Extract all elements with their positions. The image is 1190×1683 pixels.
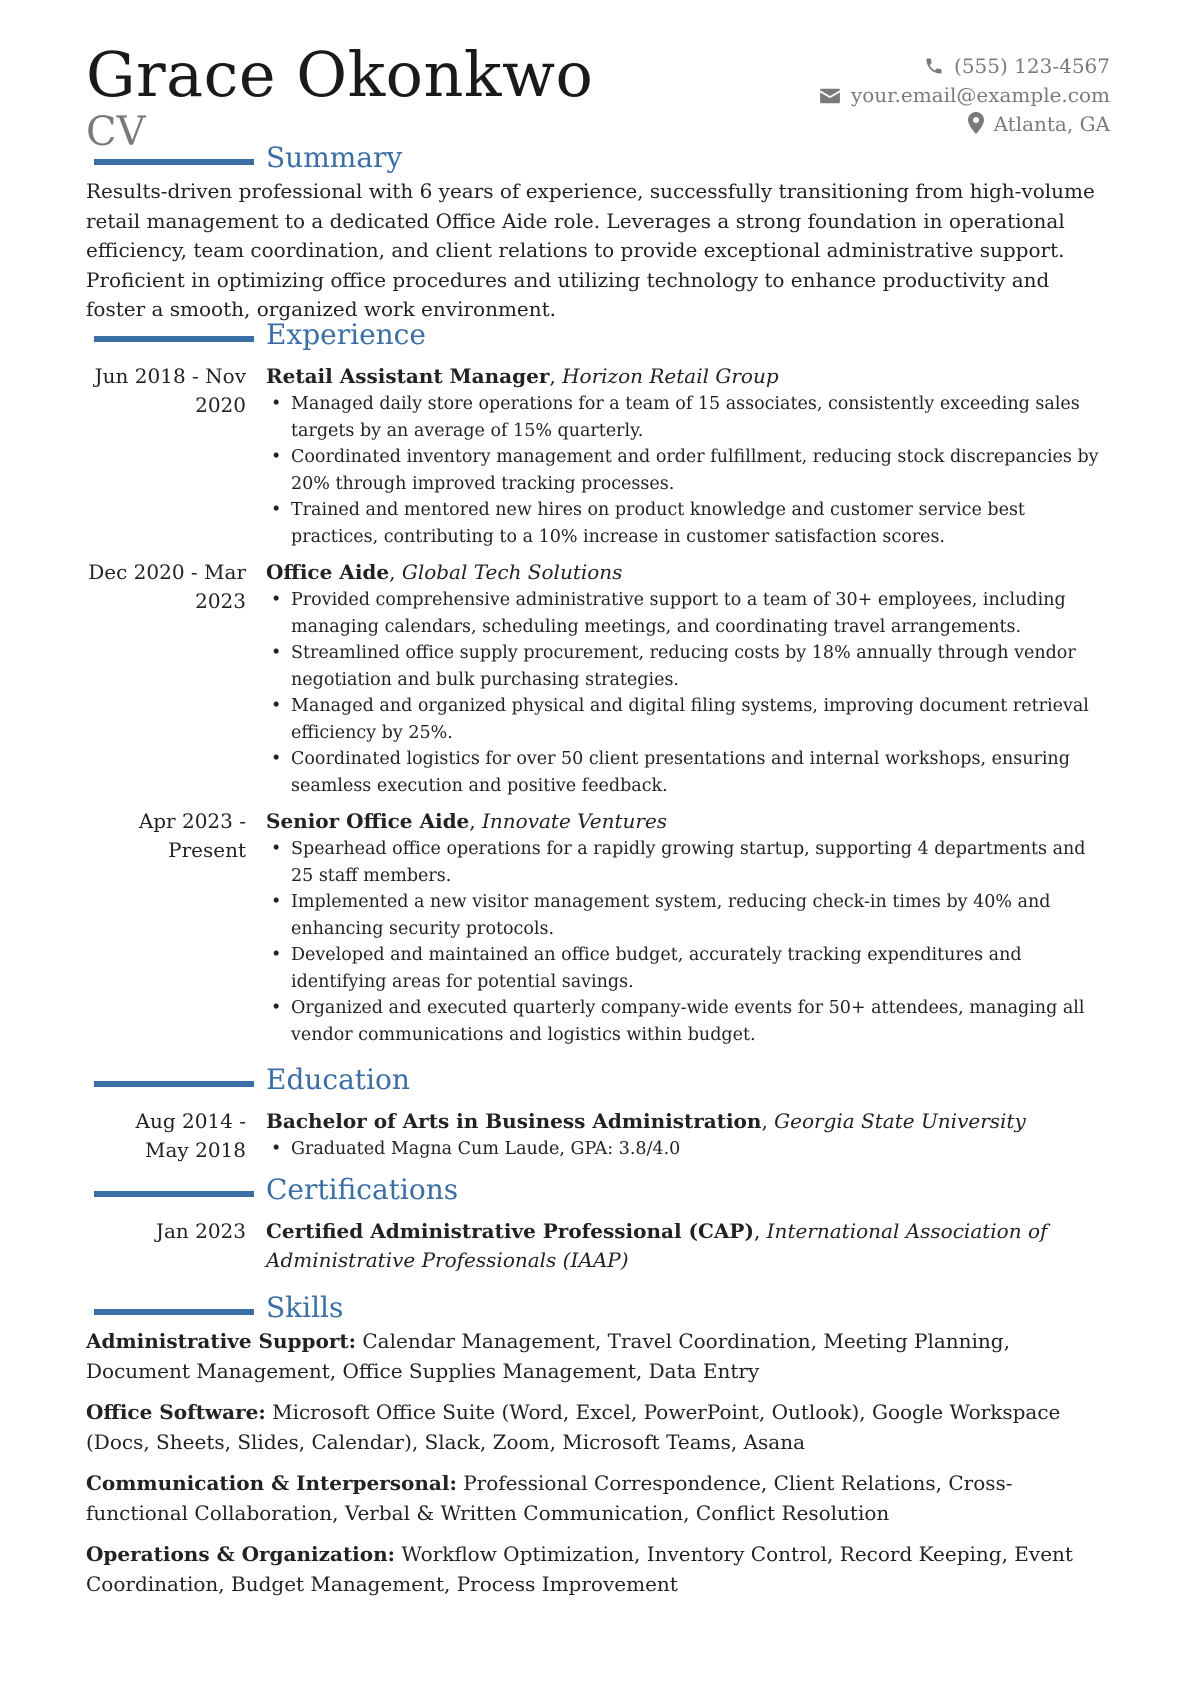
summary-section	[86, 143, 1110, 325]
skill-category: Office Software:	[86, 1400, 266, 1424]
entry-title: Office Aide, Global Tech Solutions	[266, 560, 623, 584]
phone-text: (555) 123-4567	[954, 54, 1110, 78]
certification-name: Certified Administrative Professional (CAP)	[266, 1219, 754, 1243]
skill-group	[86, 1469, 1110, 1528]
education-entry	[86, 1107, 1110, 1163]
experience-entry	[86, 362, 1110, 550]
skill-group	[86, 1327, 1110, 1386]
section-title-education: Education	[266, 1063, 410, 1096]
map-pin-icon	[968, 112, 994, 136]
section-accent-bar	[94, 1081, 254, 1087]
bullet-item: • Organized and executed quarterly company-wide events for 50+ attendees, managing all vendor communications and logistics within budget.	[291, 995, 1110, 1048]
entry-role: Retail Assistant Manager	[266, 364, 550, 388]
bullet-item: • Managed and organized physical and digital filing systems, improving document retrieval efficiency by 25%.	[291, 693, 1110, 746]
experience-section	[86, 320, 1110, 1048]
entry-bullets	[266, 1136, 1110, 1163]
section-header	[86, 1293, 1110, 1327]
contact-email	[690, 81, 1110, 110]
certifications-section	[86, 1175, 1110, 1275]
entry-role: Senior Office Aide	[266, 809, 470, 833]
summary-text: Results-driven professional with 6 years of experience, successfully transitioning from high-volume retail management to a dedicated Office Aide role. Leverages a strong foundation in operational efficiency, team coordination, and client relations to provide exceptional administrative support. Proficient in optimizing office procedures and utilizing technology to enhance productivity and foster a smooth, organized work environment.	[86, 179, 1095, 321]
experience-entry	[86, 807, 1110, 1048]
section-accent-bar	[94, 1309, 254, 1315]
envelope-icon	[819, 83, 851, 107]
entry-date: Jun 2018 - Nov 2020	[94, 364, 246, 417]
contact-location	[690, 110, 1110, 139]
section-header	[86, 1175, 1110, 1209]
entry-bullets	[266, 391, 1110, 550]
entry-school: Georgia State University	[774, 1109, 1026, 1133]
section-accent-bar	[94, 159, 254, 165]
certification-entry	[86, 1217, 1110, 1275]
section-header	[86, 143, 1110, 177]
skills-section	[86, 1293, 1110, 1611]
skill-category: Administrative Support:	[86, 1329, 356, 1353]
entry-date: Jan 2023	[155, 1219, 246, 1243]
skill-category: Operations & Organization:	[86, 1542, 396, 1566]
skill-items: Professional Correspondence, Client Relations, Cross-functional Collaboration, Verbal & Written Communication, Conflict Resolution	[86, 1471, 1013, 1525]
entry-bullets	[266, 587, 1110, 799]
entry-title: Senior Office Aide, Innovate Ventures	[266, 809, 668, 833]
section-header	[86, 320, 1110, 354]
entry-org: Global Tech Solutions	[401, 560, 623, 584]
skill-items: Microsoft Office Suite (Word, Excel, PowerPoint, Outlook), Google Workspace (Docs, Sheets, Slides, Calendar), Slack, Zoom, Microsoft Teams, Asana	[86, 1400, 1061, 1454]
entry-date: Apr 2023 - Present	[138, 809, 246, 862]
bullet-item: • Spearhead office operations for a rapidly growing startup, supporting 4 departments and 25 staff members.	[291, 836, 1110, 889]
section-title-summary: Summary	[266, 141, 403, 174]
document-subtitle: CV	[86, 109, 146, 155]
skill-category: Communication & Interpersonal:	[86, 1471, 457, 1495]
entry-org: Innovate Ventures	[482, 809, 668, 833]
section-title-certifications: Certifications	[266, 1173, 459, 1206]
location-text: Atlanta, GA	[993, 112, 1110, 136]
education-section	[86, 1065, 1110, 1163]
bullet-item: • Streamlined office supply procurement, reducing costs by 18% annually through vendor negotiation and bulk purchasing strategies.	[291, 640, 1110, 693]
bullet-item: • Provided comprehensive administrative support to a team of 30+ employees, including managing calendars, scheduling meetings, and coordinating travel arrangements.	[291, 587, 1110, 640]
entry-title: Bachelor of Arts in Business Administration, Georgia State University	[266, 1109, 1026, 1133]
entry-degree: Bachelor of Arts in Business Administration	[266, 1109, 762, 1133]
entry-date: Dec 2020 - Mar 2023	[88, 560, 246, 613]
bullet-item: • Managed daily store operations for a team of 15 associates, consistently exceeding sales targets by an average of 15% quarterly.	[291, 391, 1110, 444]
phone-icon	[924, 54, 954, 78]
bullet-item: • Developed and maintained an office budget, accurately tracking expenditures and identifying areas for potential savings.	[291, 942, 1110, 995]
bullet-item: • Coordinated logistics for over 50 client presentations and internal workshops, ensuring seamless execution and positive feedback.	[291, 746, 1110, 799]
entry-date: Aug 2014 - May 2018	[135, 1109, 246, 1162]
entry-title: Retail Assistant Manager, Horizon Retail Group	[266, 364, 779, 388]
bullet-item: • Implemented a new visitor management system, reducing check-in times by 40% and enhancing security protocols.	[291, 889, 1110, 942]
entry-title: Certified Administrative Professional (CAP), International Association of Administrative Professionals (IAAP)	[266, 1219, 1048, 1272]
skill-group	[86, 1398, 1110, 1457]
email-link[interactable]: your.email@example.com	[850, 83, 1110, 107]
section-title-skills: Skills	[266, 1291, 344, 1324]
candidate-name: Grace Okonkwo	[86, 38, 594, 111]
skill-group	[86, 1540, 1110, 1599]
experience-entry	[86, 558, 1110, 799]
skill-items: Workflow Optimization, Inventory Control, Record Keeping, Event Coordination, Budget Management, Process Improvement	[86, 1542, 1073, 1596]
bullet-item: • Coordinated inventory management and order fulfillment, reducing stock discrepancies by 20% through improved tracking processes.	[291, 444, 1110, 497]
contact-phone	[690, 52, 1110, 81]
bullet-item: • Trained and mentored new hires on product knowledge and customer service best practices, contributing to a 10% increase in customer satisfaction scores.	[291, 497, 1110, 550]
certification-issuer: International Association of Administrative Professionals (IAAP)	[266, 1219, 1048, 1272]
skill-items: Calendar Management, Travel Coordination, Meeting Planning, Document Management, Office Supplies Management, Data Entry	[86, 1329, 1010, 1383]
entry-org: Horizon Retail Group	[562, 364, 779, 388]
section-header	[86, 1065, 1110, 1099]
entry-role: Office Aide	[266, 560, 390, 584]
contact-block	[690, 52, 1110, 139]
section-accent-bar	[94, 1191, 254, 1197]
entry-bullets	[266, 836, 1110, 1048]
section-accent-bar	[94, 336, 254, 342]
bullet-item: • Graduated Magna Cum Laude, GPA: 3.8/4.0	[291, 1136, 1110, 1163]
section-title-experience: Experience	[266, 318, 426, 351]
